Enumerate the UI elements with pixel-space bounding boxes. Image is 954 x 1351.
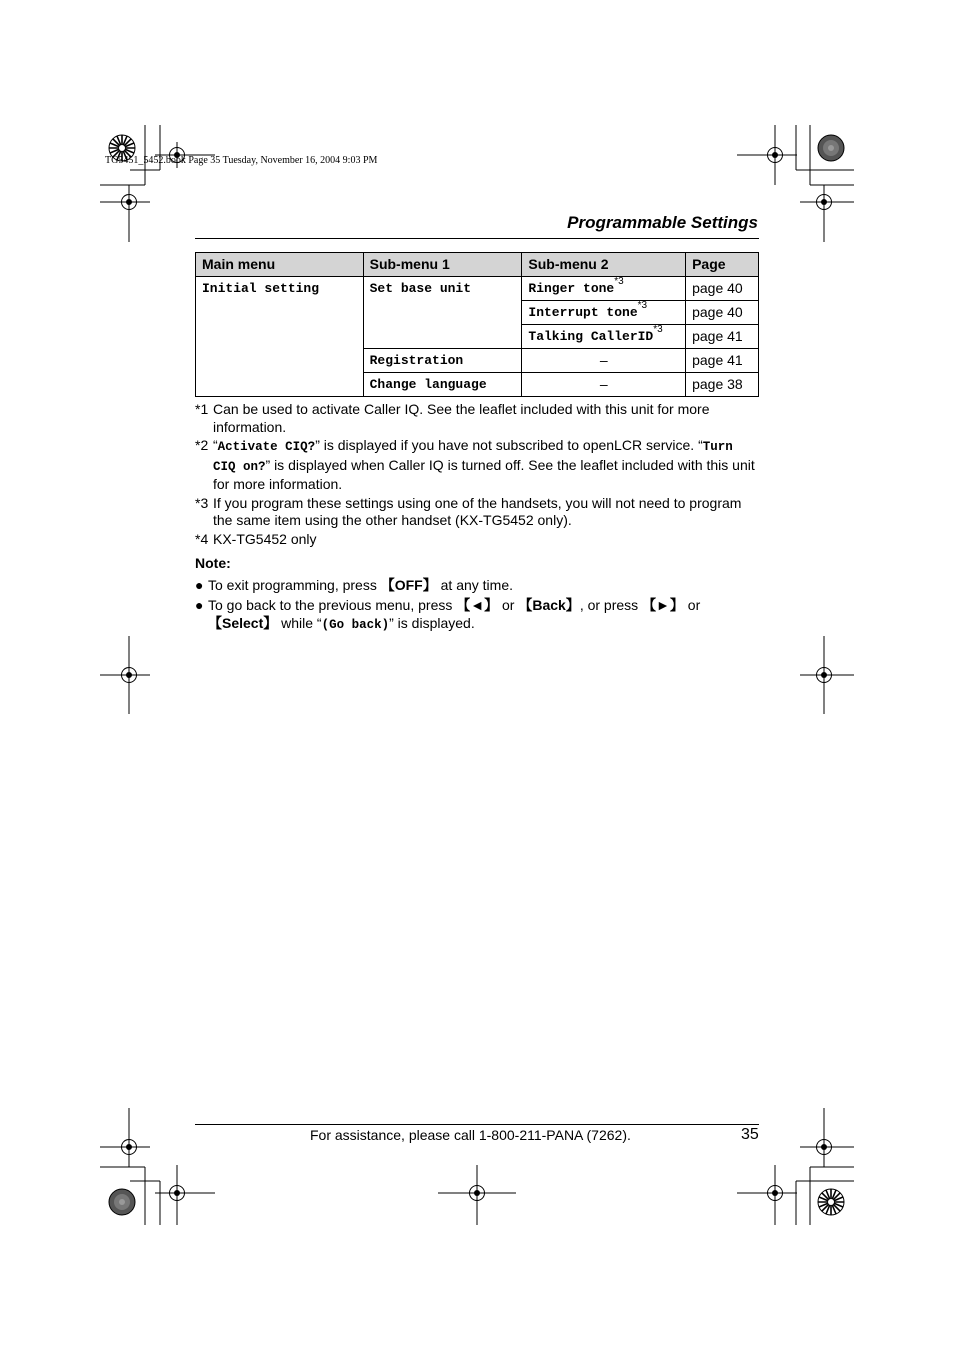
section-title: Programmable Settings	[567, 213, 758, 232]
page-cell: page 41	[686, 349, 759, 373]
col-header-sub-menu-2: Sub-menu 2	[522, 253, 686, 277]
sub-menu-1-cell: Change language	[363, 373, 522, 397]
footnote-text: If you program these settings using one of the handsets, you will not need to program the same item using the other handset (KX-TG5452 only).	[213, 494, 742, 528]
footnote-mark: *1	[195, 401, 209, 417]
main-menu-cell: Initial setting	[196, 277, 364, 397]
page-number: 35	[741, 1126, 759, 1143]
header-rule	[195, 238, 759, 239]
sub-menu-2-cell: Talking CallerID$^{*3}$	[522, 325, 686, 349]
footnote-1	[195, 401, 761, 436]
bullet-icon: ●	[195, 597, 204, 613]
note-item: ● To go back to the previous menu, press 【◄】 or 【Back】, or press 【►】 or 【Select】 while “(Go back)” is displayed.	[195, 597, 701, 632]
sub-menu-2-cell: –	[522, 349, 686, 373]
note-list	[195, 576, 761, 636]
settings-table	[195, 252, 759, 397]
display-text-activate-ciq: Activate CIQ?	[217, 440, 316, 454]
footnote-3	[195, 495, 761, 530]
footer-rule	[195, 1124, 759, 1125]
footnote-mark: *4	[195, 530, 209, 547]
page-cell: page 40	[686, 277, 759, 301]
footnote-2: *2 “Activate CIQ?” is displayed if you have not subscribed to openLCR service. “Turn CIQ on?” is displayed when Caller IQ is turned off. See the leaflet included with this unit for more information.	[195, 437, 755, 492]
display-text-turn-ciq-on: Turn CIQ on?	[213, 440, 733, 474]
sub-menu-2-cell: Interrupt tone$^{*3}$	[522, 301, 686, 325]
display-text-go-back: (Go back)	[321, 618, 390, 632]
page-cell: page 41	[686, 325, 759, 349]
footnote-text: KX-TG5452 only	[213, 530, 317, 547]
page-cell: page 40	[686, 301, 759, 325]
footnotes	[195, 401, 761, 549]
col-header-page: Page	[686, 253, 759, 277]
col-header-main-menu: Main menu	[196, 253, 364, 277]
sub-menu-1-cell: Set base unit	[363, 277, 522, 349]
page-cell: page 38	[686, 373, 759, 397]
sub-menu-2-cell: –	[522, 373, 686, 397]
footnote-mark: *2	[195, 437, 209, 453]
file-info-header: TG5451_5452.book Page 35 Tuesday, November 16, 2004 9:03 PM	[105, 155, 378, 166]
bullet-icon: ●	[195, 577, 204, 593]
assistance-text: For assistance, please call 1-800-211-PANA (7262).	[310, 1127, 631, 1143]
sub-menu-1-cell: Registration	[363, 349, 522, 373]
footnote-4	[195, 531, 761, 549]
right-arrow-key: 【►】	[642, 597, 684, 613]
select-key: 【Select】	[208, 615, 278, 631]
col-header-sub-menu-1: Sub-menu 1	[363, 253, 522, 277]
left-arrow-key: 【◄】	[456, 597, 499, 613]
footnote-text: Can be used to activate Caller IQ. See the leaflet included with this unit for more information.	[213, 401, 710, 435]
footnote-mark: *3	[195, 494, 209, 511]
table-row	[196, 277, 759, 301]
back-key: 【Back】	[518, 597, 580, 613]
table-header-row	[196, 253, 759, 277]
note-item: ● To exit programming, press 【OFF】 at any time.	[195, 577, 513, 593]
off-key: 【OFF】	[380, 577, 437, 593]
note-heading: Note:	[195, 555, 231, 571]
sub-menu-2-cell: Ringer tone$^{*3}$	[522, 277, 686, 301]
